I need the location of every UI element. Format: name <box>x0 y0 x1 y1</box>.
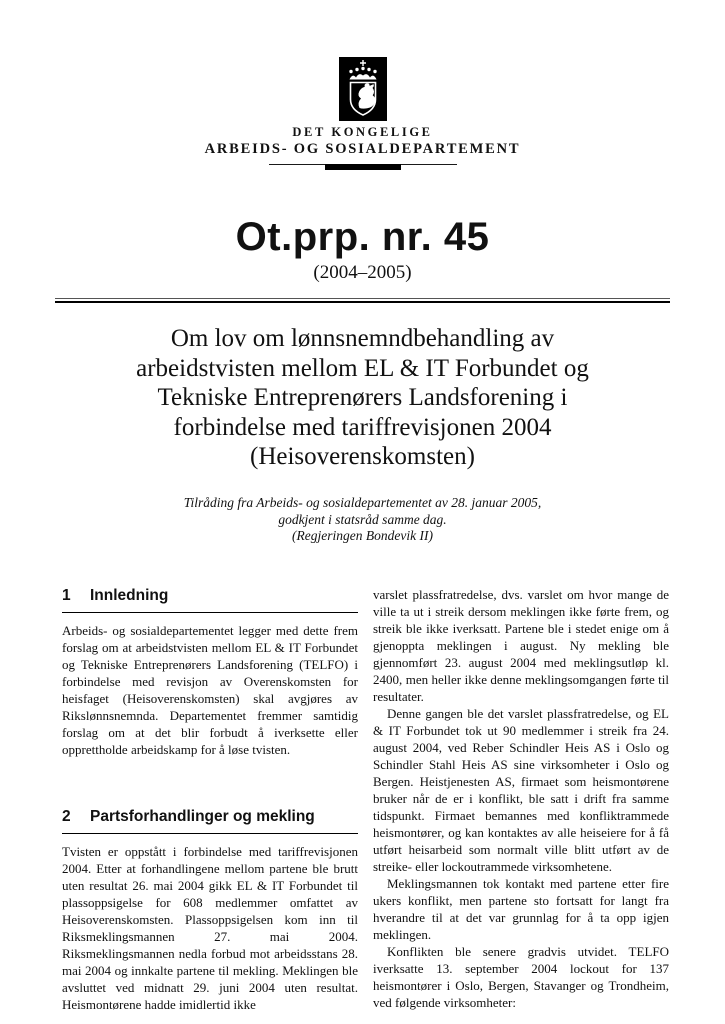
title-line: Om lov om lønnsnemndbehandling av <box>170 325 555 352</box>
section-2-heading <box>62 807 358 834</box>
ministry-name-line1: DET KONGELIGE <box>292 125 433 139</box>
title-line: Tekniske Entreprenørers Landsforening i <box>157 384 568 412</box>
right-column <box>373 586 669 1013</box>
section-1-paragraph: Arbeids- og sosialdepartementet legger med dette frem forslag om at arbeidstvisten mellom EL & IT Forbundet og Tekniske Entreprenørers Landsforening (TELFO) i forbindelse med revisjon av Overenskomsten for heisfaget (Heisoverenskomsten) skal avgjøres av Rikslønnsnemnda. Departementet fremmer samtidig forslag om at det blir forbudt å iverksette eller opprettholde arbeidskamp for å løse tvisten. <box>62 623 358 758</box>
document-title <box>0 324 725 472</box>
section-1-heading <box>62 586 358 613</box>
section-title: Innledning <box>90 587 169 605</box>
ministry-divider <box>269 163 457 171</box>
section-2-paragraph: Tvisten er oppstått i forbindelse med tariffrevisjonen 2004. Etter at forhandlingene mellom partene ble brutt uten resultat 26. mai 2004 gikk EL & IT Forbundet til plassoppsigelse for 608 medlemmer omfattet av Heisoverenskomsten. Plassoppsigelsen kom inn til Riksmeklingsmannen 27. mai 2004. Riksmeklingsmannen nedla forbud mot arbeidsstans 28. mai 2004 og innkalte partene til mekling. Meklingen ble avsluttet ved midnatt 29. juni 2004 uten resultat. Heismontørene hadde imidlertid ikke <box>62 844 358 1013</box>
document-number: Ot.prp. nr. 45 <box>235 215 490 259</box>
paragraph: Meklingsmannen tok kontakt med partene etter fire ukers konflikt, men partene sto fortsatt for langt fra hverandre til at det var grunnlag for å ta opp igjen meklingen. <box>373 876 669 943</box>
title-line: arbeidstvisten mellom EL & IT Forbundet og <box>136 354 589 382</box>
session-years: (2004–2005) <box>313 262 412 283</box>
recommendation-block <box>0 495 725 545</box>
section-title: Partsforhandlinger og mekling <box>90 808 315 826</box>
title-line: (Heisoverenskomsten) <box>250 443 475 471</box>
divider-thick-bar <box>325 164 401 170</box>
ministry-name-line2: ARBEIDS- OG SOSIALDEPARTEMENT <box>204 141 521 157</box>
paragraph: Konflikten ble senere gradvis utvidet. TELFO iverksatte 13. september 2004 lockout for 137 heismontører i Oslo, Bergen, Stavanger og Trondheim, ved følgende virksomheter: <box>373 944 669 1011</box>
masthead-rule <box>55 298 670 303</box>
paragraph: Denne gangen ble det varslet plassfratredelse, og EL & IT Forbundet tok ut 90 medlemmer i streik fra 24. august 2004, ved Reber Schindler Heis AS i Oslo og Schindler Stahl Heis AS sine virksomheter i Oslo og Bergen. Heistjenesten AS, firmaet som heismontørene bruker når de er i konflikt, ble satt i drift fra samme tidspunkt. Firmaet bemannes med konfliktrammede heismontører, og kan kontaktes av alle heiseiere for å få utført heisarbeid som normalt ville blitt utført av de streike- eller lockoutrammede virksomhetene. <box>373 706 669 875</box>
body-columns <box>0 586 725 1013</box>
title-line: forbindelse med tariffrevisjonen 2004 <box>173 413 552 441</box>
section-number: 1 <box>62 587 71 605</box>
left-column <box>62 586 358 1013</box>
paragraph-continuation: varslet plassfratredelse, dvs. varslet om hvor mange de ville ta ut i streik dersom meklingen ikke førte frem, og streik ble ikke iverksatt. Partene ble i stedet enige om å gjenoppta meklingen i august. Ny mekling ble gjennomført 23. august 2004 med meklingsutløp kl. 2400, men heller ikke denne meklingsomgangen førte til resultater. <box>373 587 669 705</box>
recommendation-line: godkjent i statsråd samme dag. <box>278 511 447 527</box>
royal-coat-of-arms-icon <box>339 57 387 121</box>
recommendation-line: Tilråding fra Arbeids- og sosialdepartementet av 28. januar 2005, <box>183 494 542 510</box>
recommendation-line: (Regjeringen Bondevik II) <box>292 528 433 544</box>
section-number: 2 <box>62 808 71 826</box>
